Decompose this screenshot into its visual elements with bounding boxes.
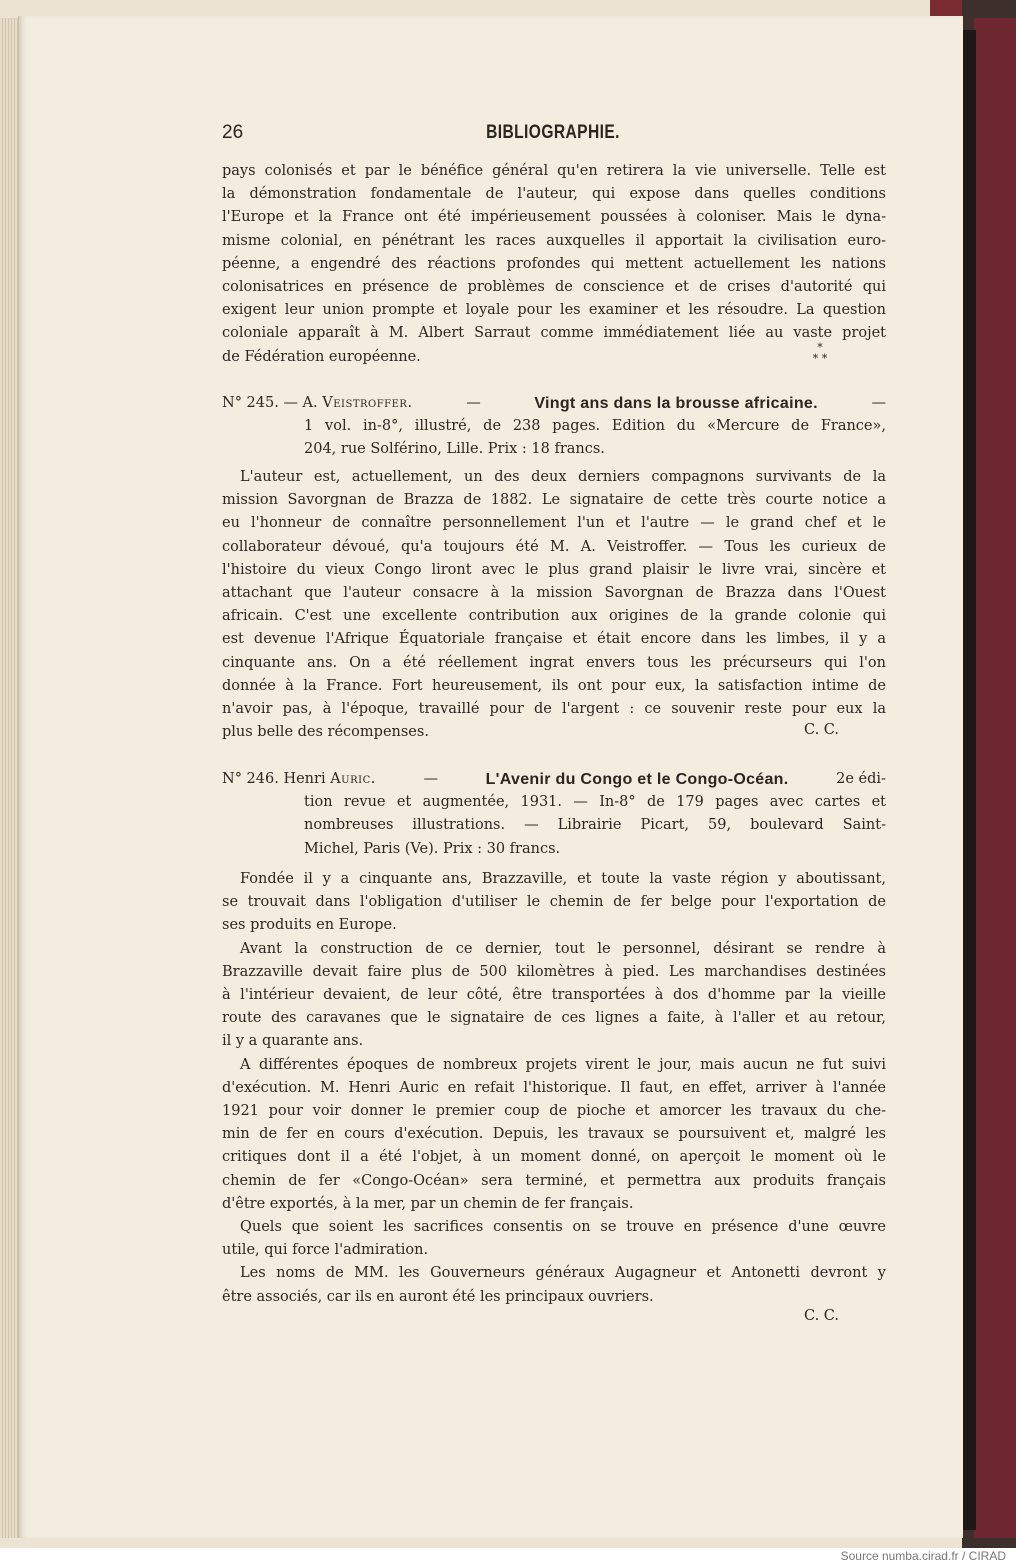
entry-number: N° 246.: [222, 771, 279, 787]
source-footer: [0, 1548, 1016, 1566]
entry-number: N° 245.: [222, 395, 279, 411]
entry-245-heading: N° 245. — A. Veistroffer. — Vingt ans dans la brousse africaine. —: [222, 392, 886, 415]
signature-246: C. C.: [804, 1308, 839, 1324]
asterism: * * *: [812, 341, 828, 365]
signature-245: C. C.: [804, 722, 839, 738]
entry-title: L'Avenir du Congo et le Congo-Océan.: [485, 771, 789, 788]
page-title: BIBLIOGRAPHIE.: [486, 122, 620, 143]
entry-246-review: Fondée il y a cinquante ans, Brazzaville, et toute la vaste région y aboutissant, se trouvait dans l'obligation d'utiliser le chemin de fer belge pour l'exportation de ses produits en Europe. Avant la construction de ce dernier, tout le personnel, désirant se rendre à Brazzaville devait faire plus de 500 kilomètres à pied. Les marchandises destinées à l'intérieur devaient, de leur côté, être transportées à dos d'homme par la vieille route des caravanes que le signataire de ces lignes a faite, à l'aller et au retour, il y a quarante ans. A différentes époques de nombreux projets virent le jour, mais aucun ne fut suivi d'exécution. M. Henri Auric en refait l'historique. Il faut, en effet, arriver à l'année 1921 pour voir donner le premier coup de pioche et amorcer les travaux du che- min de fer en cours d'exécution. Depuis, les travaux se poursuivent et, malgré les critiques dont il a été l'objet, à un moment donné, on aperçoit le moment où le chemin de fer «Congo-Océan» sera terminé, et permettra aux produits français d'être exportés, à la mer, par un chemin de fer français. Quels que soient les sacrifices consentis on se trouve en présence d'une œuvre utile, qui force l'admiration. Les noms de MM. les Gouverneurs généraux Augagneur et Antonetti devront y être associés, car ils en auront été les principaux ouvriers.: [222, 871, 886, 1305]
entry-246-details: tion revue et augmentée, 1931. — In-8° de 179 pages avec cartes et nombreuses illustrations. — Librairie Picart, 59, boulevard Saint- Michel, Paris (Ve). Prix : 30 francs.: [304, 794, 886, 857]
running-header: [222, 122, 884, 146]
entry-author: Veistroffer.: [322, 395, 413, 411]
entry-245: [222, 392, 886, 462]
entry-245-review: L'auteur est, actuellement, un des deux derniers compagnons survivants de la mission Savorgnan de Brazza de 1882. Le signataire de cette très courte notice a eu l'honneur de connaître personnellement l'un et l'autre — le grand chef et le collaborateur dévoué, qu'a toujours été M. A. Veistroffer. — Tous les curieux de l'histoire du vieux Congo liront avec le plus grand plaisir le livre vrai, sincère et attachant que l'auteur consacre à la mission Savorgnan de Brazza dans l'Ouest africain. C'est une excellente contribution aux origines de la grande colonie qui est devenue l'Afrique Équatoriale française et était encore dans les limbes, il y a cinquante ans. On a été réellement ingrat envers tous les précurseurs qui l'on donnée à la France. Fort heureusement, ils ont pour eux, la satisfaction intime de n'avoir pas, à l'époque, travaillé pour de l'argent : ce souvenir reste pour eux la plus belle des récompenses.: [222, 469, 886, 741]
entry-245-details: 1 vol. in-8°, illustré, de 238 pages. Edition du «Mercure de France», 204, rue Solférino, Lille. Prix : 18 francs.: [304, 418, 886, 458]
book-page-edges: [0, 18, 18, 1538]
entry-author: Auric.: [330, 771, 376, 787]
entry-246: [222, 768, 886, 861]
book-spine: [962, 0, 1016, 1548]
intro-paragraph: pays colonisés et par le bénéfice général qu'en retirera la vie universelle. Telle est la démonstration fondamentale de l'auteur, qui expose dans quelles conditions l'Europe et la France ont été impérieusement poussées à coloniser. Mais le dyna- misme colonial, en pénétrant les races auxquelles il apportait la civilisation euro- péenne, a engendré des réactions profondes qui mettent actuellement les nations colonisatrices en présence de problèmes de conscience et de crises d'autorité qui exigent leur union prompte et loyale pour les examiner et les résoudre. La question coloniale apparaît à M. Albert Sarraut comme immédiatement liée au vaste projet de Fédération européenne.: [222, 163, 886, 365]
entry-title: Vingt ans dans la brousse africaine.: [534, 395, 818, 412]
page-number: 26: [222, 122, 244, 143]
source-credit: Source numba.cirad.fr / CIRAD: [840, 1549, 1006, 1563]
entry-246-heading: N° 246. Henri Auric. — L'Avenir du Congo et le Congo-Océan. 2e édi-: [222, 768, 886, 791]
